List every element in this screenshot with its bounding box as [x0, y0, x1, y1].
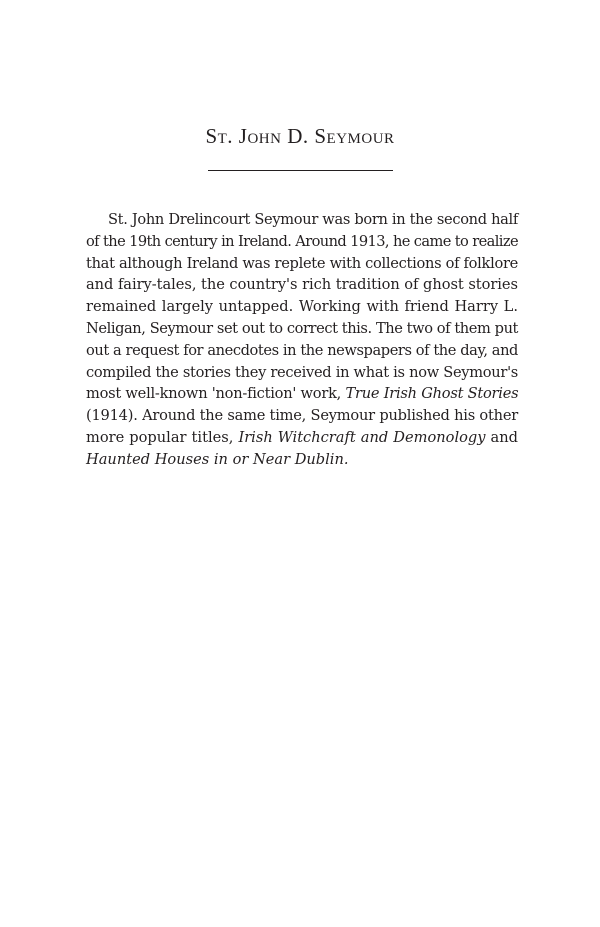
bio-line: (1914). Around the same time, Seymour published his other	[86, 407, 518, 425]
author-biography	[86, 209, 518, 471]
book-title-haunted-houses: Haunted Houses in or Near Dublin.	[86, 450, 349, 468]
book-title-irish-witchcraft: Irish Witchcraft and Demonology	[238, 428, 486, 446]
bio-line: and fairy-tales, the country's rich tradition of ghost stories	[86, 276, 518, 294]
bio-text: and	[485, 428, 518, 446]
bio-line: St. John Drelincourt Seymour was born in the second half	[108, 211, 518, 228]
bio-text: most well-known 'non-fiction' work,	[86, 385, 346, 403]
title-divider	[208, 170, 393, 171]
bio-line	[86, 383, 518, 405]
bio-line	[86, 449, 518, 471]
bio-line: of the 19th century in Ireland. Around 1913, he came to realize	[86, 232, 518, 250]
bio-line: remained largely untapped. Working with friend Harry L.	[86, 298, 518, 316]
bio-text: more popular titles,	[86, 428, 239, 446]
bio-line: compiled the stories they received in what is now Seymour's	[86, 363, 518, 381]
book-title-true-irish-ghost-stories: True Irish Ghost Stories	[345, 385, 519, 403]
bio-line: Neligan, Seymour set out to correct this. The two of them put	[86, 319, 518, 337]
bio-line	[86, 427, 518, 449]
bio-line: out a request for anecdotes in the newspapers of the day, and	[86, 341, 518, 359]
page-title: St. John D. Seymour	[205, 124, 395, 148]
bio-line: that although Ireland was replete with collections of folklore	[86, 254, 518, 272]
